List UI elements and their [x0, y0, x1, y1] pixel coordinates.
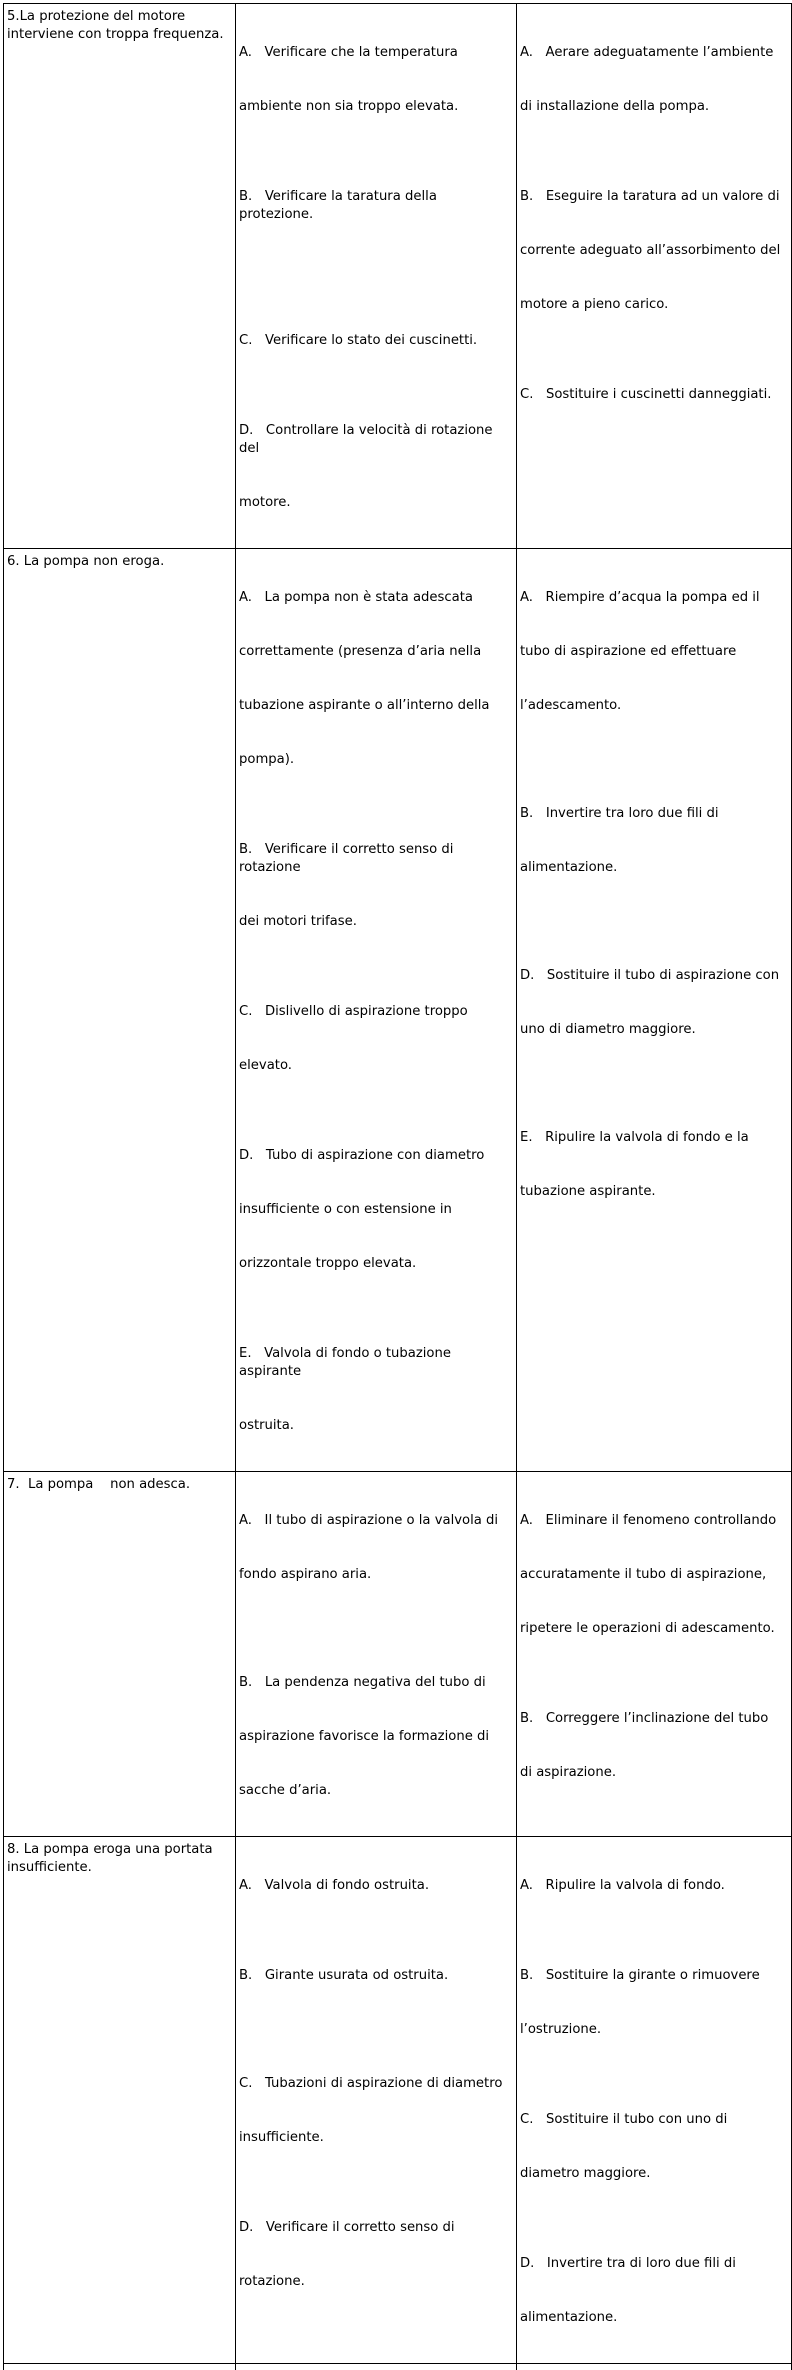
cause-text: C. Verificare lo stato dei cuscinetti.	[239, 332, 515, 350]
cause-item	[239, 1841, 515, 1931]
remedy-text: accuratamente il tubo di aspirazione,	[520, 1566, 790, 1584]
causes-cell	[236, 2364, 517, 2370]
cause-text: A. Il tubo di aspirazione o la valvola di	[239, 1512, 515, 1530]
remedy-text: A. Eliminare il fenomeno controllando	[520, 1512, 790, 1530]
problem-cell	[4, 1837, 236, 2364]
cause-text: ostruita.	[239, 1417, 515, 1435]
remedies-cell	[517, 1837, 792, 2364]
remedy-text: C. Sostituire il tubo con uno di	[520, 2111, 790, 2129]
cause-item	[239, 2039, 515, 2183]
cause-item	[239, 553, 515, 805]
cause-text: B. Girante usurata od ostruita.	[239, 1967, 515, 1985]
remedy-item	[520, 769, 790, 913]
causes-cell	[236, 4, 517, 549]
remedy-text: diametro maggiore.	[520, 2165, 790, 2183]
cause-text: dei motori trifase.	[239, 913, 515, 931]
remedy-text: B. Invertire tra loro due fili di	[520, 805, 790, 823]
cause-text: D. Tubo di aspirazione con diametro	[239, 1147, 515, 1165]
remedy-text: tubo di aspirazione ed effettuare	[520, 643, 790, 661]
cause-text: B. La pendenza negativa del tubo di	[239, 1674, 515, 1692]
cause-text: B. Verificare la taratura della protezione.	[239, 188, 515, 224]
problem-cell	[4, 1472, 236, 1837]
cause-item	[239, 2183, 515, 2327]
cause-item	[239, 1111, 515, 1309]
remedy-text: ripetere le operazioni di adescamento.	[520, 1620, 790, 1638]
table-row	[4, 549, 792, 1472]
remedy-item	[520, 8, 790, 152]
remedy-text: B. Eseguire la taratura ad un valore di	[520, 188, 790, 206]
table-row	[4, 4, 792, 549]
remedy-text: di aspirazione.	[520, 1764, 790, 1782]
remedy-text: corrente adeguato all’assorbimento del	[520, 242, 790, 260]
table-row	[4, 1837, 792, 2364]
cause-text: B. Verificare il corretto senso di rotazione	[239, 841, 515, 877]
cause-text: motore.	[239, 494, 515, 512]
remedy-item	[520, 152, 790, 350]
cause-text: insufficiente.	[239, 2129, 515, 2147]
remedy-text: B. Sostituire la girante o rimuovere	[520, 1967, 790, 1985]
remedy-item	[520, 1931, 790, 2075]
remedies-cell	[517, 4, 792, 549]
cause-text: insufficiente o con estensione in	[239, 1201, 515, 1219]
problem-cell	[4, 2364, 236, 2370]
problem-text: 7. La pompa non adesca.	[7, 1476, 234, 1494]
cause-item	[239, 1476, 515, 1620]
cause-text: D. Controllare la velocità di rotazione del	[239, 422, 515, 458]
cause-text: pompa).	[239, 751, 515, 769]
cause-item	[239, 152, 515, 260]
cause-text: A. Verificare che la temperatura	[239, 44, 515, 62]
remedies-cell	[517, 2364, 792, 2370]
causes-cell	[236, 549, 517, 1472]
problem-text: 5.La protezione del motore	[7, 8, 234, 26]
cause-text: sacche d’aria.	[239, 1782, 515, 1800]
cause-item	[239, 386, 515, 548]
remedy-item	[520, 1093, 790, 1237]
remedy-text: E. Ripulire la valvola di fondo e la	[520, 1129, 790, 1147]
cause-item	[239, 296, 515, 386]
remedies-cell	[517, 1472, 792, 1837]
remedy-item	[520, 350, 790, 440]
cause-text: orizzontale troppo elevata.	[239, 1255, 515, 1273]
remedy-text: alimentazione.	[520, 859, 790, 877]
cause-text: elevato.	[239, 1057, 515, 1075]
remedy-text: B. Correggere l’inclinazione del tubo	[520, 1710, 790, 1728]
problem-cell	[4, 4, 236, 549]
remedy-text: tubazione aspirante.	[520, 1183, 790, 1201]
remedy-text: A. Riempire d’acqua la pompa ed il	[520, 589, 790, 607]
remedy-text: D. Invertire tra di loro due fili di	[520, 2255, 790, 2273]
cause-text: fondo aspirano aria.	[239, 1566, 515, 1584]
table-row	[4, 1472, 792, 1837]
remedy-text: C. Sostituire i cuscinetti danneggiati.	[520, 386, 790, 404]
problem-text: insufficiente.	[7, 1859, 234, 1877]
causes-cell	[236, 1472, 517, 1837]
cause-item	[239, 1638, 515, 1836]
remedy-text: motore a pieno carico.	[520, 296, 790, 314]
remedy-item	[520, 2075, 790, 2219]
troubleshooting-table	[3, 3, 792, 2370]
remedy-text: di installazione della pompa.	[520, 98, 790, 116]
remedy-item	[520, 2219, 790, 2363]
cause-text: D. Verificare il corretto senso di	[239, 2219, 515, 2237]
cause-item	[239, 805, 515, 967]
remedies-cell	[517, 549, 792, 1472]
problem-text: 6. La pompa non eroga.	[7, 553, 234, 571]
remedy-item	[520, 931, 790, 1075]
remedy-text: D. Sostituire il tubo di aspirazione con	[520, 967, 790, 985]
remedy-text: l’adescamento.	[520, 697, 790, 715]
remedy-text: A. Ripulire la valvola di fondo.	[520, 1877, 790, 1895]
cause-text: E. Valvola di fondo o tubazione aspirante	[239, 1345, 515, 1381]
cause-item	[239, 8, 515, 152]
cause-item	[239, 967, 515, 1111]
cause-text: tubazione aspirante o all’interno della	[239, 697, 515, 715]
remedy-text: l’ostruzione.	[520, 2021, 790, 2039]
cause-text: C. Tubazioni di aspirazione di diametro	[239, 2075, 515, 2093]
cause-text: rotazione.	[239, 2273, 515, 2291]
cause-text: correttamente (presenza d’aria nella	[239, 643, 515, 661]
cause-text: aspirazione favorisce la formazione di	[239, 1728, 515, 1746]
cause-item	[239, 1931, 515, 2021]
remedy-text: alimentazione.	[520, 2309, 790, 2327]
cause-text: A. La pompa non è stata adescata	[239, 589, 515, 607]
problem-text: interviene con troppa frequenza.	[7, 26, 234, 44]
remedy-text: uno di diametro maggiore.	[520, 1021, 790, 1039]
cause-text: A. Valvola di fondo ostruita.	[239, 1877, 515, 1895]
cause-text: ambiente non sia troppo elevata.	[239, 98, 515, 116]
remedy-item	[520, 1476, 790, 1674]
cause-text: C. Dislivello di aspirazione troppo	[239, 1003, 515, 1021]
problem-cell	[4, 549, 236, 1472]
cause-item	[239, 1309, 515, 1471]
remedy-item	[520, 1841, 790, 1931]
remedy-item	[520, 553, 790, 751]
remedy-item	[520, 1674, 790, 1818]
causes-cell	[236, 1837, 517, 2364]
remedy-text: A. Aerare adeguatamente l’ambiente	[520, 44, 790, 62]
problem-text: 8. La pompa eroga una portata	[7, 1841, 234, 1859]
table-row-partial	[4, 2364, 792, 2370]
